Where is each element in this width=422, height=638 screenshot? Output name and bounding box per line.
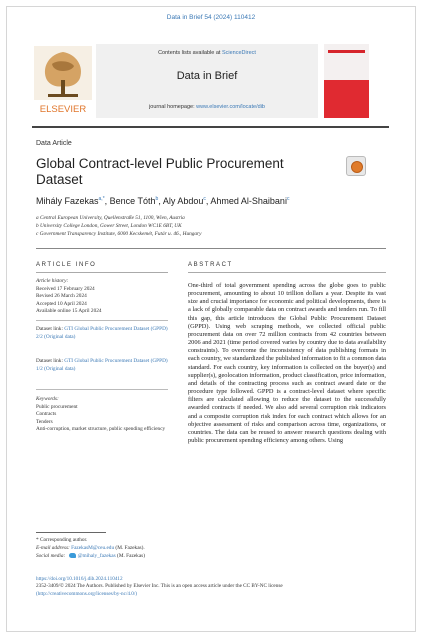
keyword: Public procurement — [36, 403, 78, 410]
dataset-label: Dataset link: — [36, 358, 65, 364]
footnote-rule — [36, 532, 106, 533]
info-divider — [36, 320, 168, 321]
journal-banner — [96, 44, 318, 118]
article-info-heading: ARTICLE INFO — [36, 262, 97, 268]
author-affil-mark[interactable]: c — [203, 196, 206, 202]
journal-reference[interactable]: Data in Brief 54 (2024) 110412 — [166, 14, 256, 21]
author-name[interactable]: Aly Abdou — [162, 196, 204, 206]
social-suffix: (M. Fazekas) — [115, 553, 146, 559]
dataset-link-entry — [36, 326, 168, 341]
affiliations — [36, 214, 386, 238]
author-name[interactable]: Bence Tóth — [109, 196, 156, 206]
corresponding-note: * Corresponding author. — [36, 537, 88, 543]
cover-strip — [328, 50, 365, 53]
twitter-bird-icon — [69, 553, 76, 558]
affiliation: c Government Transparency Institute, 6000 Kecskemét, Futár u. 46., Hungary — [36, 231, 202, 237]
affiliation: b University College London, Gower Street, London WC1E 6BT, UK — [36, 223, 182, 229]
article-info-rule — [36, 272, 168, 273]
keywords-label: Keywords: — [36, 396, 59, 402]
contents-prefix: Contents lists available at — [158, 50, 222, 56]
author-list: Mihály Fazekas$^{a,*}$, Bence Tóth$^b$, Aly Abdou$^c$, Ahmed Al-Shaibani$^c$ — [36, 196, 290, 206]
contents-line — [96, 50, 318, 56]
email-suffix: (M. Fazekas). — [114, 545, 145, 551]
sciencedirect-link[interactable]: ScienceDirect — [221, 50, 256, 56]
dataset-link[interactable]: GTI Global Public Procurement Dataset (GPPD) 1/2 (Original data) — [36, 358, 168, 372]
dataset-link-entry — [36, 358, 168, 373]
license-line: 2352-3409/© 2024 The Authors. Published by Elsevier Inc. This is an open access article under the CC BY-NC license — [36, 583, 283, 590]
history-label: Article history: — [36, 278, 69, 284]
homepage-line — [96, 104, 318, 110]
social-note — [36, 552, 236, 560]
dataset-label: Dataset link: — [36, 326, 65, 332]
journal-cover-thumbnail — [324, 44, 369, 118]
elsevier-wordmark: ELSEVIER — [39, 104, 87, 115]
header-rule — [32, 126, 389, 128]
homepage-link[interactable]: www.elsevier.com/locate/dib — [196, 104, 265, 110]
affiliation: a Central European University, Quellenstraße 51, 1100, Wien, Austria — [36, 215, 185, 221]
abstract-rule — [188, 272, 386, 273]
history-item: Received 17 February 2024 — [36, 285, 95, 292]
abstract-text: One-third of total government spending across the globe goes to public procurement, amounting to about 10 trillion dollars a year. Despite its vast size and crucial importance for economic and political developments, there is a lack of globally comparable data on contract awards and tenders run. To fill this gap, this article introduces the Global Public Procurement Dataset (GPPD). Using web scraping methods, we collected official public procurement data on over 72 million contracts from 42 countries between 2006 and 2021 (time period covered varies by country due to data availability constraints). To overcome the inconsistency of data publishing formats in each country, we standardized the published information to fit a common data standard. For each country, key information is collected on the buyer(s) and supplier(s), geolocation information, product classification, price information, and details of the contracting process such as contract award date or the procedure type followed. GPPD is a contract-level dataset where specific filters are calculated allowing to reduce the dataset to the successfully awarded contracts if needed. We also add several corruption risk indicators and a composite corruption risk index for each contract which allows for an objective assessment of risks and comparison across time, organizations, or countries. The data can be reused to answer research questions dealing with public procurement spending efficiency among others. Using — [188, 282, 387, 444]
social-label: Social media: — [36, 553, 67, 559]
author-affil-mark[interactable]: a,* — [98, 196, 105, 202]
history-item: Accepted 10 April 2024 — [36, 300, 87, 307]
journal-title: Data in Brief — [176, 70, 238, 82]
bottom-matter — [36, 576, 386, 598]
homepage-prefix: journal homepage: — [149, 104, 197, 110]
author-affil-mark[interactable]: c — [286, 196, 290, 202]
keyword: Contracts — [36, 411, 57, 418]
author-name[interactable]: Ahmed Al-Shaibani — [210, 196, 287, 206]
email-note — [36, 544, 236, 552]
crossmark-icon[interactable] — [346, 156, 366, 176]
keywords — [36, 396, 168, 434]
keyword: Tenders — [36, 418, 53, 425]
doi-link[interactable]: https://doi.org/10.1016/j.dib.2024.110412 — [36, 576, 123, 582]
author-affil-mark[interactable]: b — [155, 196, 159, 202]
license-link[interactable]: (http://creativecommons.org/licenses/by-nc/4.0/) — [36, 590, 138, 597]
email-link[interactable]: FazekasM@ceu.edu — [71, 545, 115, 551]
social-handle-link[interactable]: @mihaly_fazekas — [77, 553, 116, 559]
author-name[interactable]: Mihály Fazekas — [36, 196, 99, 206]
elsevier-tree-logo — [32, 44, 94, 118]
history-item: Available online 15 April 2024 — [36, 308, 102, 315]
article-history — [36, 278, 168, 316]
article-type: Data Article — [36, 140, 72, 147]
keyword: Anti-corruption, market structure, public spending efficiency — [36, 426, 166, 433]
article-title: Global Contract-level Public Procurement Dataset — [36, 156, 284, 187]
footnotes — [36, 536, 236, 560]
email-label: E-mail address: — [36, 545, 72, 551]
dataset-link[interactable]: GTI Global Public Procurement Dataset (GPPD) 2/2 (Original data) — [36, 326, 168, 340]
section-rule — [36, 248, 386, 249]
history-item: Revised 26 March 2024 — [36, 293, 87, 300]
abstract-heading: ABSTRACT — [188, 262, 233, 268]
info-divider — [36, 389, 168, 390]
